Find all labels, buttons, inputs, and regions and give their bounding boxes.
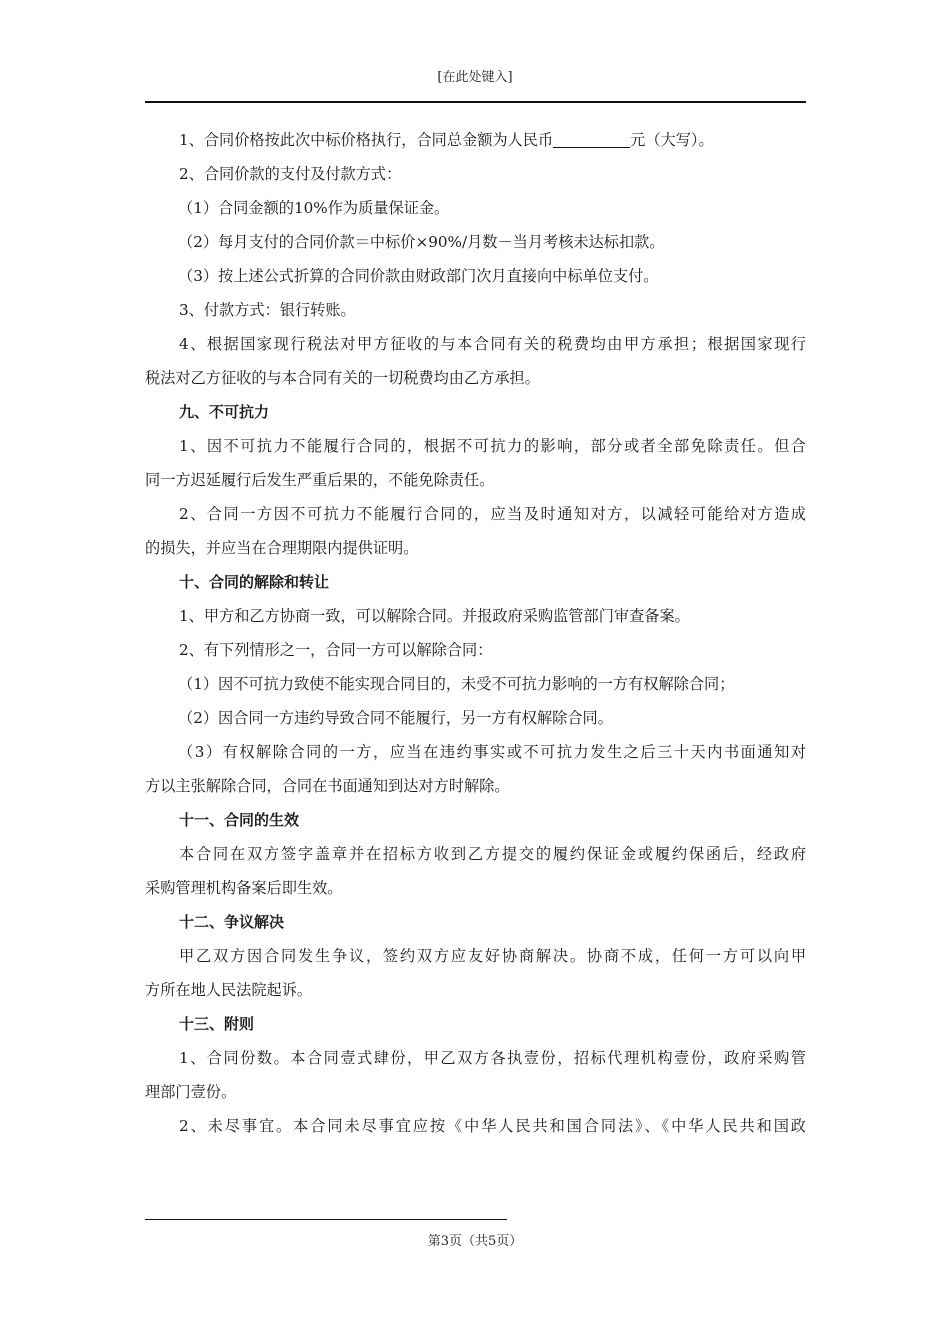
text: 1、合同价格按此次中标价格执行，合同总金额为人民币 <box>179 131 554 149</box>
paragraph: （2）因合同一方违约导致合同不能履行，另一方有权解除合同。 <box>178 709 613 727</box>
paragraph: 3、付款方式：银行转账。 <box>179 301 356 319</box>
section-heading: 九、不可抗力 <box>179 403 270 421</box>
paragraph: 同一方迟延履行后发生严重后果的，不能免除责任。 <box>145 471 495 489</box>
section-heading: 十三、附则 <box>179 1015 255 1033</box>
header-rule <box>145 101 806 103</box>
amount-blank <box>553 131 630 148</box>
section-heading: 十一、合同的生效 <box>179 811 300 829</box>
paragraph: （3）有权解除合同的一方，应当在违约事实或不可抗力发生之后三十天内书面通知对 <box>178 743 806 761</box>
paragraph: 理部门壹份。 <box>145 1083 237 1101</box>
paragraph: 方所在地人民法院起诉。 <box>145 981 313 999</box>
paragraph: 本合同在双方签字盖章并在招标方收到乙方提交的履约保证金或履约保函后，经政府 <box>179 845 806 863</box>
paragraph: 2、合同价款的支付及付款方式： <box>179 165 402 183</box>
paragraph: 1、甲方和乙方协商一致，可以解除合同。并报政府采购监管部门审查备案。 <box>179 607 690 625</box>
paragraph: 甲乙双方因合同发生争议，签约双方应友好协商解决。协商不成，任何一方可以向甲 <box>179 947 806 965</box>
paragraph: （1）合同金额的10%作为质量保证金。 <box>178 199 450 217</box>
paragraph-price <box>145 123 806 157</box>
paragraph: 采购管理机构备案后即生效。 <box>145 879 343 897</box>
text: 元（大写）。 <box>630 131 714 149</box>
paragraph: （3）按上述公式折算的合同价款由财政部门次月直接向中标单位支付。 <box>178 267 659 285</box>
paragraph: 税法对乙方征收的与本合同有关的一切税费均由乙方承担。 <box>145 369 540 387</box>
paragraph: 2、合同一方因不可抗力不能履行合同的，应当及时通知对方，以减轻可能给对方造成 <box>179 505 806 523</box>
paragraph: （2）每月支付的合同价款＝中标价×90%/月数－当月考核未达标扣款。 <box>178 233 665 251</box>
paragraph: 2、未尽事宜。本合同未尽事宜应按《中华人民共和国合同法》、《中华人民共和国政 <box>179 1117 806 1135</box>
document-body <box>145 123 806 1143</box>
paragraph: 2、有下列情形之一，合同一方可以解除合同： <box>179 641 493 659</box>
paragraph: 4、根据国家现行税法对甲方征收的与本合同有关的税费均由甲方承担；根据国家现行 <box>179 335 806 353</box>
paragraph: 方以主张解除合同，合同在书面通知到达对方时解除。 <box>145 777 510 795</box>
paragraph: 1、合同份数。本合同壹式肆份，甲乙双方各执壹份，招标代理机构壹份，政府采购管 <box>179 1049 806 1067</box>
page-header: [在此处键入] <box>437 70 513 85</box>
paragraph: 1、因不可抗力不能履行合同的，根据不可抗力的影响，部分或者全部免除责任。但合 <box>179 437 806 455</box>
paragraph: （1）因不可抗力致使不能实现合同目的，未受不可抗力影响的一方有权解除合同； <box>178 675 735 693</box>
page-number: 第3页（共5页） <box>427 1234 523 1249</box>
section-heading: 十二、争议解决 <box>179 913 285 931</box>
section-heading: 十、合同的解除和转让 <box>179 573 330 591</box>
paragraph: 的损失，并应当在合理期限内提供证明。 <box>145 539 419 557</box>
footer-rule <box>145 1219 507 1220</box>
